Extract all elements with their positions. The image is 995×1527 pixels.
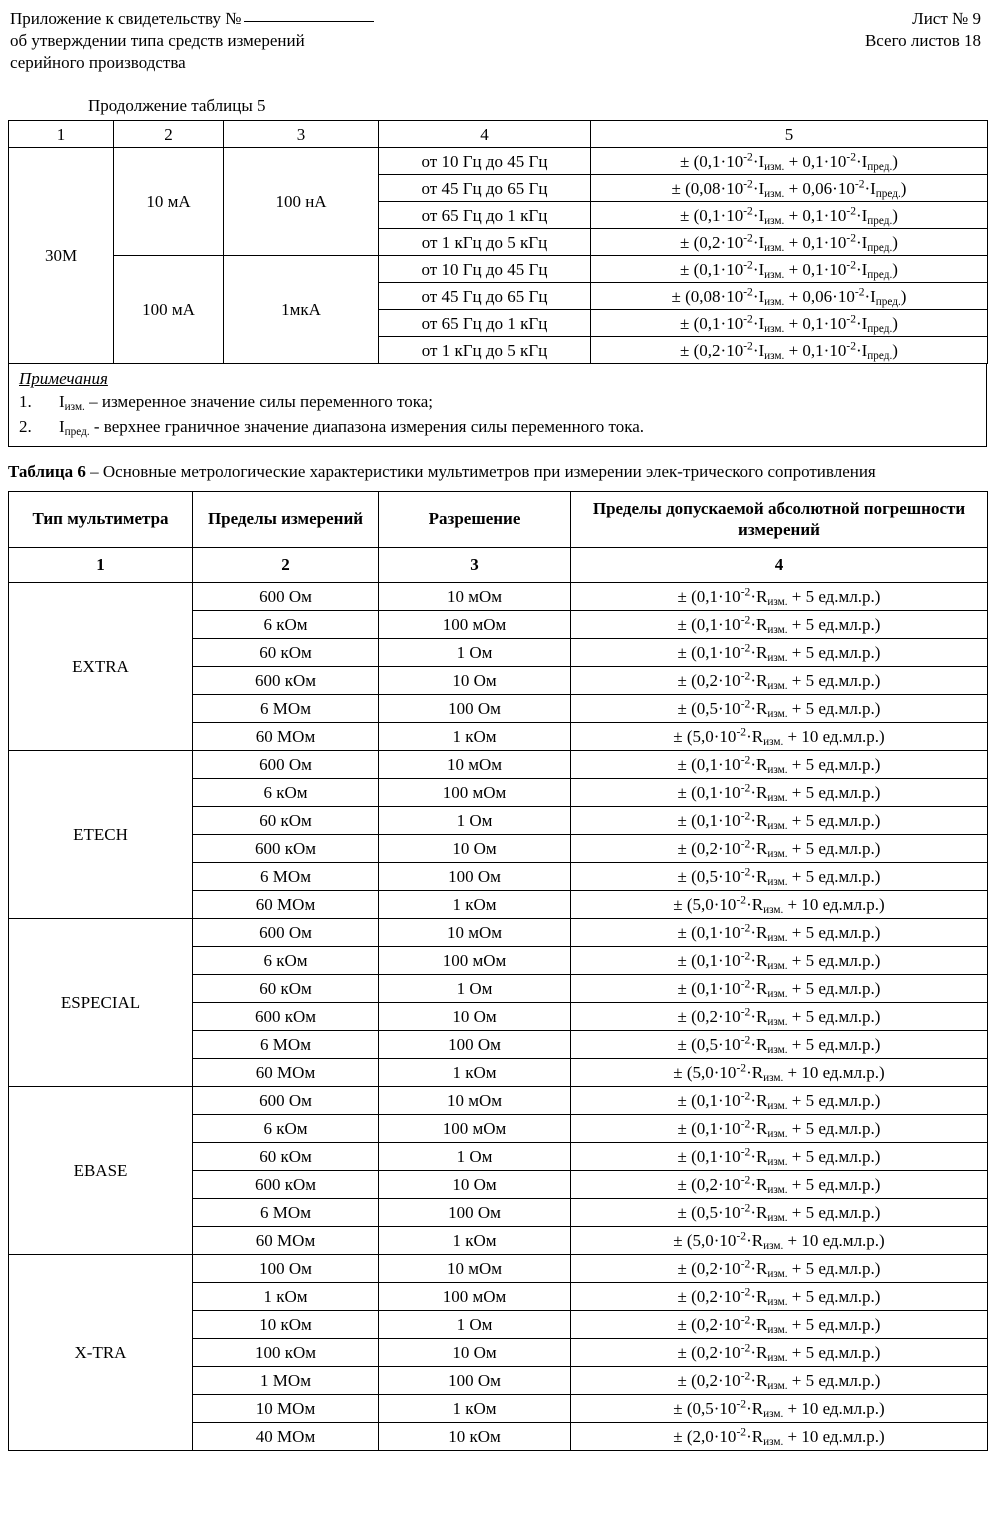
table6-measurement-limit: 60 МОм: [193, 890, 379, 918]
note-variable: $I_{изм.}$: [59, 392, 85, 414]
note-item-2: [17, 416, 978, 438]
table6-error-formula: ± ($0,5\cdot 10^{-2}\cdot R_{изм.} + 5$ ед.мл.р.): [571, 862, 988, 890]
table5-frequency-range: от 10 Гц до 45 Гц: [379, 148, 591, 175]
table6-resolution: 1 Ом: [379, 638, 571, 666]
table6-resolution: 100 Ом: [379, 694, 571, 722]
table6-measurement-limit: 60 МОм: [193, 722, 379, 750]
table5-error-formula: ± $(0,1\cdot 10^{-2}\cdot I_{изм.} + 0,1\cdot 10^{-2}\cdot I_{пред.})$: [591, 256, 988, 283]
table6-resolution: 1 кОм: [379, 890, 571, 918]
table6-resolution: 10 Ом: [379, 666, 571, 694]
table6-measurement-limit: 60 кОм: [193, 974, 379, 1002]
table6-measurement-limit: 6 МОм: [193, 862, 379, 890]
table6-resolution: 10 Ом: [379, 834, 571, 862]
table5-resolution-2: 1мкА: [224, 256, 379, 364]
table6-error-formula: ± ($0,1\cdot 10^{-2}\cdot R_{изм.} + 5$ ед.мл.р.): [571, 1086, 988, 1114]
table6-measurement-limit: 1 кОм: [193, 1282, 379, 1310]
table6-resolution: 1 Ом: [379, 1310, 571, 1338]
header-right-block: [865, 8, 981, 52]
table6-resolution: 10 кОм: [379, 1422, 571, 1450]
header-certificate-label: Приложение к свидетельству №: [10, 9, 242, 28]
table6-error-formula: ± ($0,2\cdot 10^{-2}\cdot R_{изм.} + 5$ ед.мл.р.): [571, 1366, 988, 1394]
notes-title: Примечания: [19, 369, 108, 389]
table6-header-row: [9, 491, 988, 548]
table6-error-formula: ± ($5,0\cdot 10^{-2}\cdot R_{изм.} + 10$ ед.мл.р.): [571, 890, 988, 918]
table6-measurement-limit: 600 кОм: [193, 666, 379, 694]
note-text: – измеренное значение силы переменного тока;: [84, 392, 434, 412]
table6-resolution: 10 мОм: [379, 1254, 571, 1282]
table6-resolution: 100 мОм: [379, 1114, 571, 1142]
table6-error-formula: ± ($5,0\cdot 10^{-2}\cdot R_{изм.} + 10$ ед.мл.р.): [571, 1226, 988, 1254]
table5-colnum-3: 3: [224, 121, 379, 148]
table6-resolution: 10 мОм: [379, 1086, 571, 1114]
sheet-number: Лист № 9: [912, 9, 981, 28]
table6-measurement-limit: 60 кОм: [193, 1142, 379, 1170]
table5-error-formula: ± $(0,08\cdot 10^{-2}\cdot I_{изм.} + 0,06\cdot 10^{-2}\cdot I_{пред.})$: [591, 283, 988, 310]
header-serial-line: серийного производства: [10, 53, 186, 73]
header-left-block: [10, 8, 374, 74]
table5-error-formula: ± $(0,08\cdot 10^{-2}\cdot I_{изм.} + 0,06\cdot 10^{-2}\cdot I_{пред.})$: [591, 175, 988, 202]
table6-error-formula: ± ($0,2\cdot 10^{-2}\cdot R_{изм.} + 5$ ед.мл.р.): [571, 1338, 988, 1366]
table6-measurement-limit: 60 МОм: [193, 1226, 379, 1254]
table5-resolution-1: 100 нА: [224, 148, 379, 256]
table6-measurement-limit: 40 МОм: [193, 1422, 379, 1450]
table6-resolution: 1 Ом: [379, 806, 571, 834]
table6-multimeter-type: EBASE: [9, 1086, 193, 1254]
table6-error-formula: ± ($0,1\cdot 10^{-2}\cdot R_{изм.} + 5$ ед.мл.р.): [571, 1114, 988, 1142]
table6-colnum-4: 4: [571, 548, 988, 583]
note-text: - верхнее граничное значение диапазона измерения силы переменного тока.: [89, 416, 645, 436]
table6-measurement-limit: 6 кОм: [193, 778, 379, 806]
table6-colnum-3: 3: [379, 548, 571, 583]
table6-row: [9, 1254, 988, 1282]
total-sheets: Всего листов 18: [864, 31, 981, 51]
table6-resolution: 100 Ом: [379, 1366, 571, 1394]
table6-measurement-limit: 10 кОм: [193, 1310, 379, 1338]
table6-resolution: 1 кОм: [379, 1394, 571, 1422]
header-approval-line: об утверждении типа средств измерений: [10, 31, 305, 51]
table6-resolution: 100 Ом: [379, 1030, 571, 1058]
table6-error-formula: ± ($0,2\cdot 10^{-2}\cdot R_{изм.} + 5$ ед.мл.р.): [571, 1254, 988, 1282]
table6-error-formula: ± ($0,1\cdot 10^{-2}\cdot R_{изм.} + 5$ ед.мл.р.): [571, 610, 988, 638]
table5-error-formula: ± $(0,1\cdot 10^{-2}\cdot I_{изм.} + 0,1\cdot 10^{-2}\cdot I_{пред.})$: [591, 202, 988, 229]
table6-measurement-limit: 600 Ом: [193, 750, 379, 778]
table6-measurement-limit: 60 МОм: [193, 1058, 379, 1086]
table6-resolution: 100 мОм: [379, 1282, 571, 1310]
table6-measurement-limit: 600 кОм: [193, 1002, 379, 1030]
table6-colnum-1: 1: [9, 548, 193, 583]
table6-resolution: 10 Ом: [379, 1338, 571, 1366]
table5-column-numbers: [9, 121, 988, 148]
table6-header-4: Пределы допускаемой абсолютной погрешности измерений: [571, 491, 988, 548]
table6-measurement-limit: 60 кОм: [193, 806, 379, 834]
table6-resolution: 100 Ом: [379, 862, 571, 890]
table6-resolution: 10 Ом: [379, 1002, 571, 1030]
table6-resolution: 1 Ом: [379, 1142, 571, 1170]
table6-measurement-limit: 600 кОм: [193, 1170, 379, 1198]
table6-resolution: 10 мОм: [379, 918, 571, 946]
table6-multimeter-type: ETECH: [9, 750, 193, 918]
table6-error-formula: ± ($2,0\cdot 10^{-2}\cdot R_{изм.} + 10$ ед.мл.р.): [571, 1422, 988, 1450]
table6-error-formula: ± ($0,5\cdot 10^{-2}\cdot R_{изм.} + 5$ ед.мл.р.): [571, 1030, 988, 1058]
table6-error-formula: ± ($0,1\cdot 10^{-2}\cdot R_{изм.} + 5$ ед.мл.р.): [571, 778, 988, 806]
table6-error-formula: ± ($0,5\cdot 10^{-2}\cdot R_{изм.} + 5$ ед.мл.р.): [571, 1198, 988, 1226]
table6-error-formula: ± ($0,1\cdot 10^{-2}\cdot R_{изм.} + 5$ ед.мл.р.): [571, 806, 988, 834]
table6-resolution: 1 кОм: [379, 722, 571, 750]
table6-measurement-limit: 6 кОм: [193, 946, 379, 974]
table5-colnum-5: 5: [591, 121, 988, 148]
table6-error-formula: ± ($0,2\cdot 10^{-2}\cdot R_{изм.} + 5$ ед.мл.р.): [571, 1002, 988, 1030]
table5-row: [9, 256, 988, 283]
table6-header-2: Пределы измерений: [193, 491, 379, 548]
table5-error-formula: ± $(0,2\cdot 10^{-2}\cdot I_{изм.} + 0,1\cdot 10^{-2}\cdot I_{пред.})$: [591, 229, 988, 256]
table6-colnum-2: 2: [193, 548, 379, 583]
table5-range-1: 10 мА: [114, 148, 224, 256]
notes-list: [17, 391, 978, 438]
table5-notes: [8, 364, 987, 447]
table6-header-1: Тип мультиметра: [9, 491, 193, 548]
table5-frequency-range: от 10 Гц до 45 Гц: [379, 256, 591, 283]
table6-measurement-limit: 1 МОм: [193, 1366, 379, 1394]
table6-error-formula: ± ($0,2\cdot 10^{-2}\cdot R_{изм.} + 5$ ед.мл.р.): [571, 1170, 988, 1198]
table6-error-formula: ± ($0,2\cdot 10^{-2}\cdot R_{изм.} + 5$ ед.мл.р.): [571, 1282, 988, 1310]
table6-resolution: 1 кОм: [379, 1058, 571, 1086]
table6-error-formula: ± ($0,1\cdot 10^{-2}\cdot R_{изм.} + 5$ ед.мл.р.): [571, 974, 988, 1002]
table6-measurement-limit: 600 Ом: [193, 918, 379, 946]
table6-resolution: 10 мОм: [379, 582, 571, 610]
table6-resolution: 100 мОм: [379, 778, 571, 806]
table6-row: [9, 582, 988, 610]
table6-caption-bold: Таблица 6: [8, 462, 86, 482]
table5-continuation-caption: Продолжение таблицы 5: [88, 96, 266, 116]
note-variable: $I_{пред.}$: [59, 416, 90, 438]
table5-frequency-range: от 1 кГц до 5 кГц: [379, 229, 591, 256]
table6-error-formula: ± ($0,2\cdot 10^{-2}\cdot R_{изм.} + 5$ ед.мл.р.): [571, 834, 988, 862]
table5-colnum-1: 1: [9, 121, 114, 148]
table6-measurement-limit: 6 кОм: [193, 610, 379, 638]
table5-frequency-range: от 1 кГц до 5 кГц: [379, 337, 591, 364]
table6-caption-rest: – Основные метрологические характеристики мультиметров при измерении элек-трического сопротивления: [85, 462, 876, 482]
note-item-1: [17, 391, 978, 413]
table6-measurement-limit: 600 Ом: [193, 1086, 379, 1114]
table6-error-formula: ± ($0,1\cdot 10^{-2}\cdot R_{изм.} + 5$ ед.мл.р.): [571, 1142, 988, 1170]
table6-error-formula: ± ($0,2\cdot 10^{-2}\cdot R_{изм.} + 5$ ед.мл.р.): [571, 1310, 988, 1338]
table6-multimeter-type: X-TRA: [9, 1254, 193, 1450]
table6-measurement-limit: 100 Ом: [193, 1254, 379, 1282]
certificate-number-blank: [244, 21, 374, 22]
table5-frequency-range: от 45 Гц до 65 Гц: [379, 175, 591, 202]
table6-resolution: 1 Ом: [379, 974, 571, 1002]
table6-error-formula: ± ($0,1\cdot 10^{-2}\cdot R_{изм.} + 5$ ед.мл.р.): [571, 918, 988, 946]
table6-multimeter-type: EXTRA: [9, 582, 193, 750]
table6-error-formula: ± ($0,1\cdot 10^{-2}\cdot R_{изм.} + 5$ ед.мл.р.): [571, 946, 988, 974]
table6-measurement-limit: 6 МОм: [193, 1198, 379, 1226]
table5-range-2: 100 мА: [114, 256, 224, 364]
table6-row: [9, 750, 988, 778]
table6-caption: [8, 460, 985, 483]
table6-measurement-limit: 600 Ом: [193, 582, 379, 610]
note-number: 2.: [19, 416, 32, 436]
document-header: [0, 0, 995, 74]
table5-colnum-4: 4: [379, 121, 591, 148]
table6-measurement-limit: 10 МОм: [193, 1394, 379, 1422]
table6-resolution: 10 мОм: [379, 750, 571, 778]
table5-frequency-range: от 65 Гц до 1 кГц: [379, 310, 591, 337]
table6-resolution: 100 Ом: [379, 1198, 571, 1226]
table6-measurement-limit: 100 кОм: [193, 1338, 379, 1366]
table6-error-formula: ± ($0,5\cdot 10^{-2}\cdot R_{изм.} + 10$ ед.мл.р.): [571, 1394, 988, 1422]
table6-resolution: 1 кОм: [379, 1226, 571, 1254]
table6-error-formula: ± ($0,1\cdot 10^{-2}\cdot R_{изм.} + 5$ ед.мл.р.): [571, 582, 988, 610]
table6-header-3: Разрешение: [379, 491, 571, 548]
table5-error-formula: ± $(0,2\cdot 10^{-2}\cdot I_{изм.} + 0,1\cdot 10^{-2}\cdot I_{пред.})$: [591, 337, 988, 364]
table-5-ac-current: [8, 120, 988, 364]
table6-multimeter-type: ESPECIAL: [9, 918, 193, 1086]
table6-row: [9, 918, 988, 946]
table6-resolution: 100 мОм: [379, 946, 571, 974]
table6-error-formula: ± ($0,5\cdot 10^{-2}\cdot R_{изм.} + 5$ ед.мл.р.): [571, 694, 988, 722]
table5-colnum-2: 2: [114, 121, 224, 148]
note-number: 1.: [19, 392, 32, 412]
table5-row: [9, 148, 988, 175]
table6-resolution: 100 мОм: [379, 610, 571, 638]
table6-measurement-limit: 6 МОм: [193, 694, 379, 722]
table6-resolution: 10 Ом: [379, 1170, 571, 1198]
table6-error-formula: ± ($0,1\cdot 10^{-2}\cdot R_{изм.} + 5$ ед.мл.р.): [571, 638, 988, 666]
table6-measurement-limit: 60 кОм: [193, 638, 379, 666]
table6-row: [9, 1086, 988, 1114]
table6-measurement-limit: 600 кОм: [193, 834, 379, 862]
table6-measurement-limit: 6 МОм: [193, 1030, 379, 1058]
table6-measurement-limit: 6 кОм: [193, 1114, 379, 1142]
table6-column-numbers: [9, 548, 988, 583]
header-certificate-line: [10, 8, 374, 30]
table5-error-formula: ± $(0,1\cdot 10^{-2}\cdot I_{изм.} + 0,1\cdot 10^{-2}\cdot I_{пред.})$: [591, 310, 988, 337]
table5-frequency-range: от 65 Гц до 1 кГц: [379, 202, 591, 229]
table6-error-formula: ± ($5,0\cdot 10^{-2}\cdot R_{изм.} + 10$ ед.мл.р.): [571, 1058, 988, 1086]
table5-multimeter-type: 30М: [9, 148, 114, 364]
table-6-resistance: [8, 491, 988, 1451]
table5-error-formula: ± $(0,1\cdot 10^{-2}\cdot I_{изм.} + 0,1\cdot 10^{-2}\cdot I_{пред.})$: [591, 148, 988, 175]
table6-error-formula: ± ($5,0\cdot 10^{-2}\cdot R_{изм.} + 10$ ед.мл.р.): [571, 722, 988, 750]
table6-error-formula: ± ($0,1\cdot 10^{-2}\cdot R_{изм.} + 5$ ед.мл.р.): [571, 750, 988, 778]
table5-frequency-range: от 45 Гц до 65 Гц: [379, 283, 591, 310]
table6-error-formula: ± ($0,2\cdot 10^{-2}\cdot R_{изм.} + 5$ ед.мл.р.): [571, 666, 988, 694]
